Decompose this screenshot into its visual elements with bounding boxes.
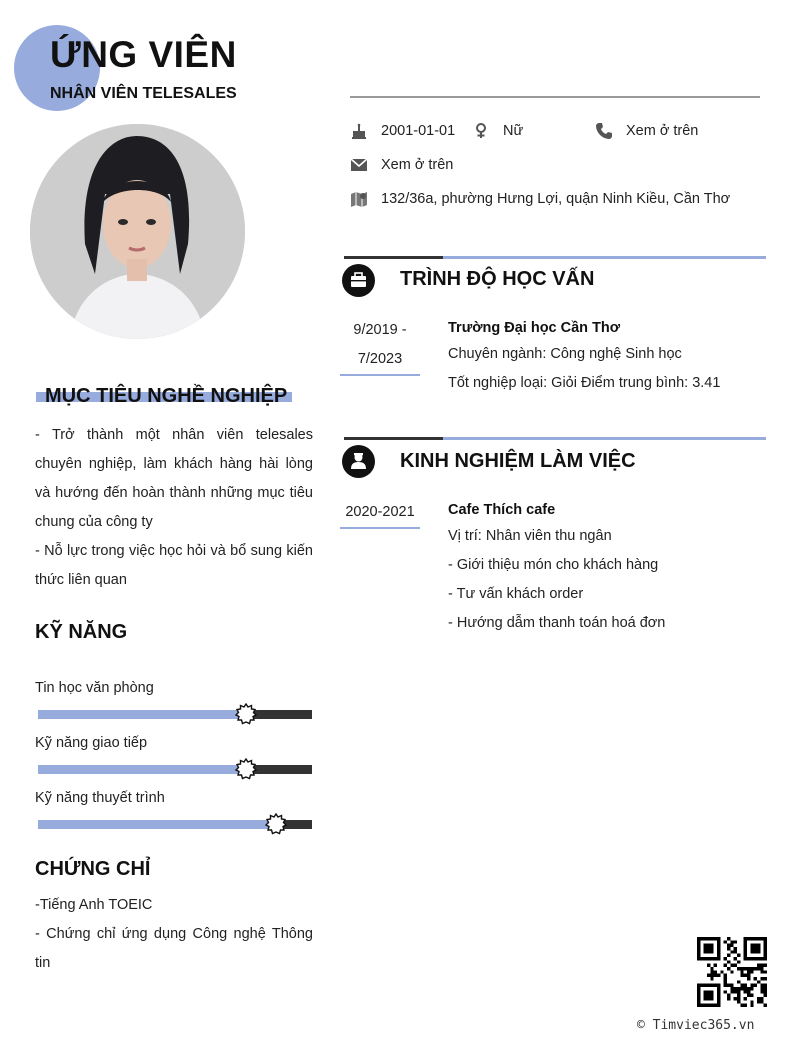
experience-divider-accent: [443, 437, 766, 440]
education-title: TRÌNH ĐỘ HỌC VẤN: [400, 268, 595, 290]
objective-line: - Trở thành một nhân viên telesales chuyên nghiệp, làm khách hàng hài lòng và hướng đến hoàn thành những mục tiêu chung của công ty: [35, 427, 313, 530]
experience-date-underline: [340, 527, 420, 529]
certificate-line: - Chứng chỉ ứng dụng Công nghệ Thông tin: [35, 926, 313, 971]
education-result: Tốt nghiệp loại: Giỏi Điểm trung bình: 3.41: [448, 375, 721, 391]
skill-knob-icon: [235, 703, 257, 725]
experience-date: 2020-2021: [345, 504, 415, 520]
header-divider: [350, 96, 760, 98]
objective-line: - Nỗ lực trong việc học hỏi và bổ sung kiến thức liên quan: [35, 543, 313, 588]
experience-divider-dark: [344, 437, 443, 440]
profile-photo: [30, 124, 245, 339]
gender-icon: [472, 122, 490, 140]
address-row: [350, 190, 730, 208]
education-divider-dark: [344, 256, 443, 259]
email-icon: [350, 156, 368, 174]
qr-code-icon: [697, 937, 767, 1007]
education-date-underline: [340, 374, 420, 376]
education-school: Trường Đại học Cần Thơ: [448, 320, 621, 336]
cake-icon: [350, 122, 368, 140]
experience-task: - Giới thiệu món cho khách hàng: [448, 557, 659, 573]
email-value: Xem ở trên: [381, 157, 454, 173]
birthday-value: 2001-01-01: [381, 123, 456, 139]
skill-label: Kỹ năng thuyết trình: [35, 790, 165, 806]
experience-role: Vị trí: Nhân viên thu ngân: [448, 528, 612, 544]
skill-bar: [38, 710, 312, 719]
skill-bar-fill: [38, 820, 276, 829]
skill-bar: [38, 765, 312, 774]
experience-company: Cafe Thích cafe: [448, 502, 556, 518]
skill-knob-icon: [265, 813, 287, 835]
experience-title: KINH NGHIỆM LÀM VIỆC: [400, 450, 636, 472]
gender-row: [472, 122, 523, 140]
skills-title: KỸ NĂNG: [35, 621, 128, 643]
education-date-start: 9/2019 -: [353, 322, 407, 338]
certificate-line: -Tiếng Anh TOEIC: [35, 897, 153, 913]
phone-value: Xem ở trên: [626, 123, 699, 139]
education-major: Chuyên ngành: Công nghệ Sinh học: [448, 346, 682, 362]
map-icon: [350, 190, 368, 208]
skill-label: Kỹ năng giao tiếp: [35, 735, 148, 751]
footer-brand: © Timviec365.vn: [637, 1018, 755, 1033]
briefcase-icon: [342, 264, 375, 297]
skill-label: Tin học văn phòng: [35, 680, 154, 696]
phone-row: [595, 122, 698, 140]
skill-bar: [38, 820, 312, 829]
skill-bar-fill: [38, 765, 246, 774]
phone-icon: [595, 122, 613, 140]
birthday-row: [350, 122, 455, 140]
skill-bar-fill: [38, 710, 246, 719]
skill-knob-icon: [235, 758, 257, 780]
worker-icon: [342, 445, 375, 478]
email-row: [350, 156, 453, 174]
certificates-title: CHỨNG CHỈ: [35, 858, 151, 880]
candidate-name: ỨNG VIÊN: [50, 34, 237, 75]
education-date-end: 7/2023: [357, 351, 403, 367]
education-divider-accent: [443, 256, 766, 259]
gender-value: Nữ: [503, 123, 524, 139]
address-value: 132/36a, phường Hưng Lợi, quận Ninh Kiều, Cần Thơ: [381, 191, 731, 207]
candidate-position: NHÂN VIÊN TELESALES: [50, 85, 237, 102]
experience-task: - Hướng dẫm thanh toán hoá đơn: [448, 615, 666, 631]
objective-title: MỤC TIÊU NGHỀ NGHIỆP: [45, 385, 288, 407]
experience-task: - Tư vấn khách order: [448, 586, 584, 602]
